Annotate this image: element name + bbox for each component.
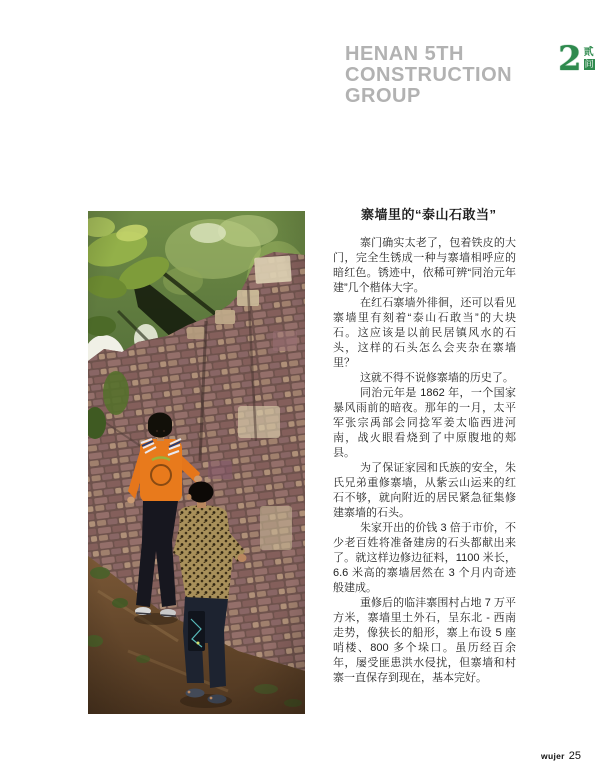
article-paragraph: 同治元年是 1862 年，一个国家暴风雨前的暗夜。那年的一月，太平军张宗禹部会同捻军姜太临西进河南，战火眼看烧到了中原腹地的郏县。 (333, 387, 516, 459)
article-paragraph: 朱家开出的价钱 3 倍于市价，不少老百姓将准备建房的石头都献出来了。就这样边修边征料，1100 米长，6.6 米高的寨墙居然在 3 个月内奇迹般建成。 (333, 522, 516, 594)
header-line-3: GROUP (345, 85, 421, 107)
issue-characters (584, 47, 595, 76)
article-title: 寨墙里的“泰山石敢当” (361, 207, 497, 222)
issue-2-logo (558, 39, 595, 79)
header-line-2: CONSTRUCTION (345, 64, 513, 86)
issue-char-bottom: 间 (584, 59, 594, 69)
article-body (333, 207, 516, 686)
photo-vignette (88, 211, 305, 714)
page-footer (541, 750, 581, 762)
article-paragraph: 为了保证家园和氏族的安全，朱氏兄弟重修寨墙，从紫云山运来的红石不够，就向附近的居民紧急征集修建寨墙的石头。 (333, 462, 516, 519)
magazine-name: wujer (541, 751, 565, 761)
page-title (345, 44, 512, 107)
article-paragraph: 在红石寨墙外徘徊，还可以看见寨墙里有刻着“泰山石敢当”的大块石。这应该是以前民居镇风水的石头，这样的石头怎么会夹杂在寨墙里？ (333, 297, 516, 369)
issue-numeral: 2 (558, 39, 582, 79)
article-paragraph: 重修后的临沣寨围村占地 7 万平方米，寨墙里土外石，呈东北 - 西南走势，像狭长的船形，寨上布设 5 座哨楼、800 多个垛口。虽历经百余年，屡受匪患洪水侵扰，但寨墙和村寨一直保存到现在，基本完好。 (333, 597, 516, 684)
article-paragraph: 这就不得不说修寨墙的历史了。 (359, 372, 514, 384)
header-line-1: HENAN 5TH (345, 43, 464, 65)
article-paragraph: 寨门确实太老了，包着铁皮的大门，完全生锈成一种与寨墙相呼应的暗红色。锈迹中，依稀可辨“同治元年建”几个楷体大字。 (333, 237, 516, 294)
article-photo (88, 211, 305, 714)
issue-char-top: 贰 (583, 47, 594, 58)
photo-illustration (88, 211, 305, 714)
page-number: 25 (568, 750, 581, 762)
